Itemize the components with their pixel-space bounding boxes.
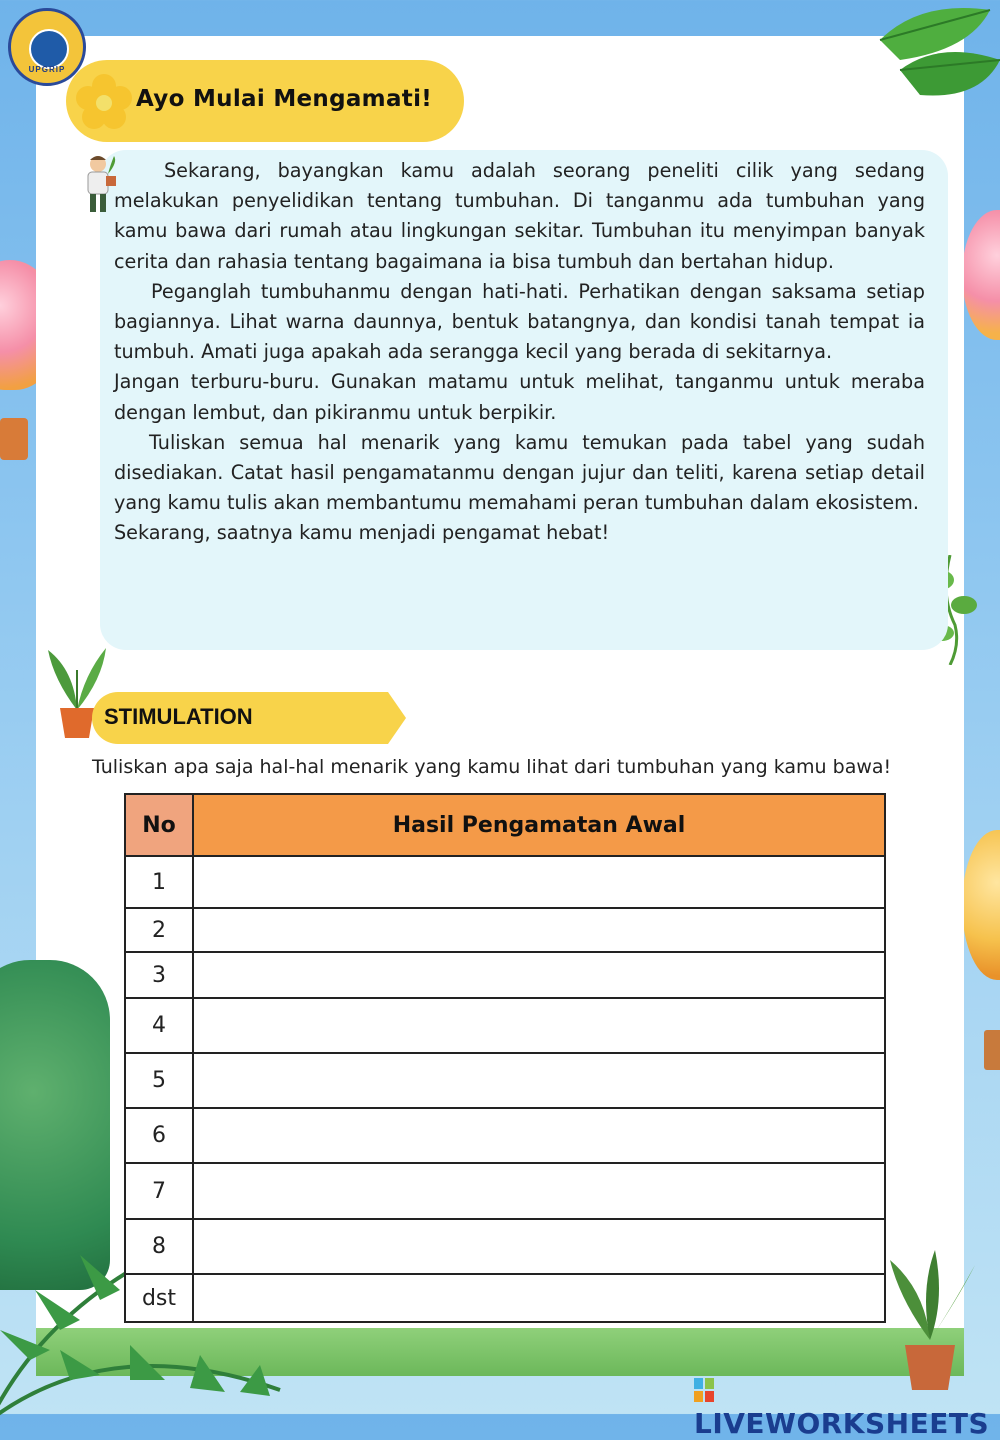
row-number: 6 — [125, 1108, 193, 1163]
hot-air-balloon-right-top-icon — [962, 210, 1000, 340]
reading-paragraph: Sekarang, bayangkan kamu adalah seorang peneliti cilik yang sedang melakukan penyelidikan tentang tumbuhan. Di tanganmu ada tumbuhan yang kamu bawa dari rumah atau lingkungan sekitar. Tumbuhan itu menyimpan banyak cerita dan rahasia tentang bagaimana ia bisa tumbuh dan bertahan hidup. — [114, 159, 925, 273]
result-input-cell[interactable] — [193, 1108, 885, 1163]
observation-table — [124, 793, 886, 1323]
table-row — [125, 1108, 885, 1163]
result-input-cell[interactable] — [193, 856, 885, 908]
result-input-cell[interactable] — [193, 1163, 885, 1219]
result-input-cell[interactable] — [193, 998, 885, 1053]
table-row — [125, 1053, 885, 1108]
stimulation-label: STIMULATION — [104, 704, 253, 729]
row-number: 8 — [125, 1219, 193, 1274]
reading-paragraph: Peganglah tumbuhanmu dengan hati-hati. Perhatikan dengan saksama setiap bagiannya. Lihat warna daunnya, bentuk batangnya, dan kondisi tanah tempat ia tumbuh. Amati juga apakah ada serangga kecil yang berada di sekitarnya. — [114, 279, 925, 364]
row-number: 7 — [125, 1163, 193, 1219]
hot-air-balloon-right-bottom-icon — [962, 830, 1000, 980]
palm-leaf-icon — [860, 0, 1000, 110]
row-number: 3 — [125, 952, 193, 998]
page-title: Ayo Mulai Mengamati! — [136, 86, 433, 112]
table-row — [125, 998, 885, 1053]
table-row — [125, 908, 885, 952]
balloon-basket-right-icon — [984, 1030, 1000, 1070]
table-row — [125, 856, 885, 908]
reading-paragraph: Tuliskan semua hal menarik yang kamu temukan pada tabel yang sudah disediakan. Catat hasil pengamatanmu dengan jujur dan teliti, karena setiap detail yang kamu tulis akan membantumu memahami peran tumbuhan dalam ekosistem. — [114, 430, 925, 515]
potted-plant-bottom-icon — [880, 1250, 980, 1390]
row-number: 2 — [125, 908, 193, 952]
table-row — [125, 1219, 885, 1274]
liveworksheets-brand — [694, 1374, 1000, 1440]
header-result: Hasil Pengamatan Awal — [193, 794, 885, 856]
reading-paragraph: Sekarang, saatnya kamu menjadi pengamat hebat! — [114, 521, 610, 545]
result-input-cell[interactable] — [193, 1053, 885, 1108]
instruction-text: Tuliskan apa saja hal-hal menarik yang kamu lihat dari tumbuhan yang kamu bawa! — [92, 756, 892, 778]
result-input-cell[interactable] — [193, 908, 885, 952]
row-number: 4 — [125, 998, 193, 1053]
reading-text — [114, 156, 925, 549]
row-number: dst — [125, 1274, 193, 1322]
brand-text: LIVEWORKSHEETS — [694, 1407, 990, 1440]
row-number: 1 — [125, 856, 193, 908]
table-header-row — [125, 794, 885, 856]
header-no: No — [125, 794, 193, 856]
stimulation-banner-arrow — [388, 692, 406, 744]
logo-emblem-icon — [29, 29, 69, 69]
reading-paragraph: Jangan terburu-buru. Gunakan matamu untuk melihat, tanganmu untuk meraba dengan lembut, dan pikiranmu untuk berpikir. — [114, 370, 925, 424]
result-input-cell[interactable] — [193, 1274, 885, 1322]
logo-text: UPGRIP — [28, 65, 66, 74]
table-row — [125, 1163, 885, 1219]
table-row — [125, 1274, 885, 1322]
flower-icon — [74, 72, 134, 132]
balloon-basket-left-icon — [0, 418, 28, 460]
table-row — [125, 952, 885, 998]
row-number: 5 — [125, 1053, 193, 1108]
result-input-cell[interactable] — [193, 1219, 885, 1274]
result-input-cell[interactable] — [193, 952, 885, 998]
